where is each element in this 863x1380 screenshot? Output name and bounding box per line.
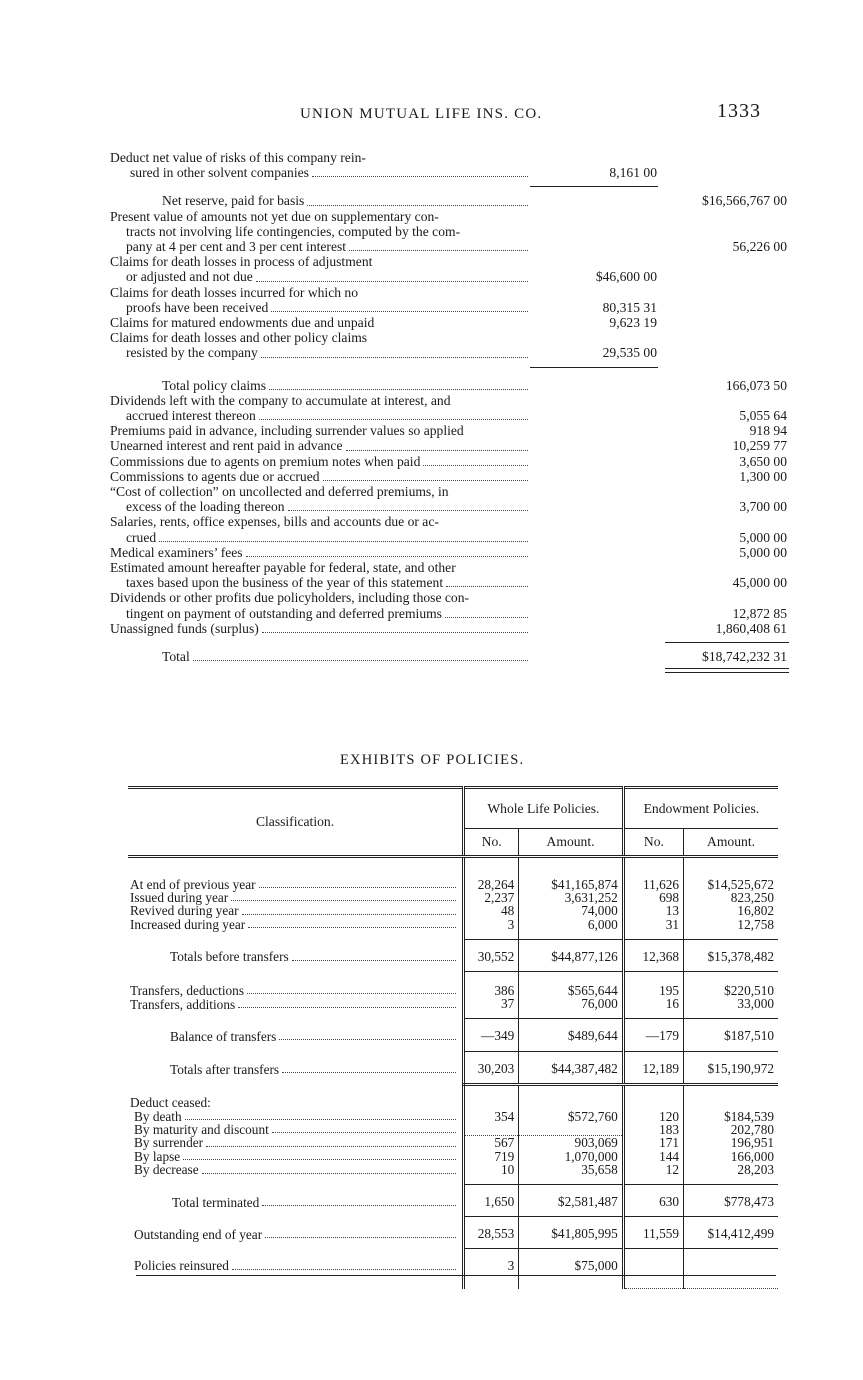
en-no: 12 — [623, 1163, 683, 1185]
wl-no — [464, 1123, 519, 1136]
wl-no: 567 — [464, 1136, 519, 1150]
amount-right: $16,566,767 00 — [702, 193, 787, 209]
en-no: 31 — [623, 918, 683, 940]
en-amount — [684, 1249, 778, 1289]
row-label: Balance of transfers — [128, 1019, 464, 1051]
line-text: Salaries, rents, office expenses, bills and accounts due or ac- — [110, 514, 439, 530]
line-text: Dividends or other profits due policyholders, including those con- — [110, 590, 470, 606]
table-row — [128, 939, 778, 971]
wl-no: 3 — [464, 918, 519, 940]
line-text: or adjusted and not due — [126, 269, 253, 285]
row-label: By death — [128, 1110, 464, 1123]
liabilities-statement — [110, 150, 790, 673]
line-text: Claims for death losses incurred for which no — [110, 284, 359, 300]
line-text: Medical examiners’ fees — [110, 544, 243, 560]
en-amount: 196,951 — [684, 1136, 778, 1150]
deduct-reinsured-row — [110, 150, 790, 180]
line-text: Dividends left with the company to accumulate at interest, and — [110, 392, 451, 408]
line-text: Claims for death losses and other policy claims — [110, 330, 368, 346]
whole-life-header: Whole Life Policies. — [464, 788, 624, 829]
en-amount: $187,510 — [684, 1019, 778, 1051]
line-text: sured in other solvent companies — [130, 165, 309, 181]
wl-amount: 903,069 — [519, 1136, 623, 1150]
en-amount: 16,802 — [684, 904, 778, 917]
net-reserve-row — [110, 193, 790, 208]
line-text: Total policy claims — [162, 377, 266, 393]
amount-mid: 80,315 31 — [602, 299, 657, 315]
table-row — [128, 997, 778, 1019]
amount-right: 5,000 00 — [739, 529, 787, 545]
amount-mid: 8,161 00 — [609, 165, 657, 181]
exhibits-table — [128, 786, 778, 1289]
commissions-accrued-row — [110, 469, 790, 484]
classification-header: Classification. — [128, 788, 464, 857]
table-row — [128, 1185, 778, 1217]
amount-right: 1,860,408 61 — [715, 620, 787, 636]
en-no: 171 — [623, 1136, 683, 1150]
line-text: tingent on payment of outstanding and deferred premiums — [126, 605, 442, 621]
amount-right: 5,000 00 — [739, 544, 787, 560]
table-row — [128, 1019, 778, 1051]
amount-mid: 29,535 00 — [602, 345, 657, 361]
en-no: 13 — [623, 904, 683, 917]
wl-no: 386 — [464, 972, 519, 998]
commissions-notes-row — [110, 454, 790, 469]
unearned-interest-row — [110, 438, 790, 453]
amount-right: 45,000 00 — [732, 575, 787, 591]
table-row — [128, 1249, 778, 1289]
en-no: 12,368 — [623, 939, 683, 971]
en-no: 144 — [623, 1150, 683, 1163]
row-label: At end of previous year — [128, 866, 464, 891]
total-policy-claims-row — [110, 378, 790, 393]
line-text: resisted by the company — [126, 345, 258, 361]
wl-amount: $565,644 — [519, 972, 623, 998]
line-text: tracts not involving life contingencies, computed by the com- — [126, 223, 461, 239]
line-text: Commissions to agents due or accrued — [110, 468, 320, 484]
wl-amount: $44,387,482 — [519, 1051, 623, 1084]
salaries-row — [110, 514, 790, 544]
cost-collection-row — [110, 484, 790, 514]
line-text: Estimated amount hereafter payable for federal, state, and other — [110, 560, 456, 576]
row-label: Totals after transfers — [128, 1051, 464, 1084]
en-amount: $14,412,499 — [684, 1217, 778, 1249]
wl-no: 28,553 — [464, 1217, 519, 1249]
wl-no: 1,650 — [464, 1185, 519, 1217]
row-label: Totals before transfers — [128, 939, 464, 971]
table-row — [128, 1136, 778, 1150]
row-label: By lapse — [128, 1150, 464, 1163]
en-no: 630 — [623, 1185, 683, 1217]
amount-mid: 9,623 19 — [609, 315, 657, 331]
exhibits-title: EXHIBITS OF POLICIES. — [340, 752, 525, 768]
en-no — [623, 1249, 683, 1289]
grand-total-row — [110, 649, 790, 664]
page-number: 1333 — [717, 100, 761, 122]
line-text: crued — [126, 529, 157, 545]
claims-no-proofs-row — [110, 285, 790, 315]
line-text: Present value of amounts not yet due on supplementary con- — [110, 208, 439, 224]
line-text: taxes based upon the business of the year of this statement — [126, 575, 444, 591]
amount-right: 12,872 85 — [732, 605, 787, 621]
amount-right: 166,073 50 — [725, 377, 787, 393]
line-text: accrued interest thereon — [126, 408, 256, 424]
en-no: 11,626 — [623, 866, 683, 891]
wl-no: —349 — [464, 1019, 519, 1051]
unassigned-row — [110, 621, 790, 636]
amount-right: 3,700 00 — [739, 499, 787, 515]
supplementary-row — [110, 209, 790, 255]
wl-amount: 74,000 — [519, 904, 623, 917]
table-row — [128, 1084, 778, 1109]
wl-amount: $489,644 — [519, 1019, 623, 1051]
row-label: Outstanding end of year — [128, 1217, 464, 1249]
en-no: 195 — [623, 972, 683, 998]
wl-no: 10 — [464, 1163, 519, 1185]
taxes-row — [110, 560, 790, 590]
wl-amount: $75,000 — [519, 1249, 623, 1289]
amount-right: $18,742,232 31 — [702, 649, 787, 665]
table-row — [128, 866, 778, 891]
dividends-left-row — [110, 393, 790, 423]
premiums-advance-row — [110, 423, 790, 438]
no-header: No. — [464, 828, 519, 856]
wl-no: 28,264 — [464, 866, 519, 891]
line-text: “Cost of collection” on uncollected and deferred premiums, in — [110, 484, 449, 500]
en-no: 12,189 — [623, 1051, 683, 1084]
row-label: Policies reinsured — [128, 1249, 464, 1289]
table-row — [128, 1163, 778, 1185]
wl-no: 3 — [464, 1249, 519, 1289]
endowment-header: Endowment Policies. — [623, 788, 778, 829]
amount-right: 10,259 77 — [732, 438, 787, 454]
amount-mid: $46,600 00 — [595, 269, 657, 285]
line-text: Unassigned funds (surplus) — [110, 620, 259, 636]
en-no: 11,559 — [623, 1217, 683, 1249]
row-label: By surrender — [128, 1136, 464, 1150]
wl-no: 719 — [464, 1150, 519, 1163]
line-text: Deduct net value of risks of this company rein- — [110, 150, 366, 165]
wl-amount: $572,760 — [519, 1110, 623, 1123]
wl-amount: 35,658 — [519, 1163, 623, 1185]
bottom-rule — [136, 1275, 776, 1276]
claims-resisted-row — [110, 330, 790, 360]
row-label: By maturity and discount — [128, 1123, 464, 1136]
wl-amount: $44,877,126 — [519, 939, 623, 971]
table-row — [128, 918, 778, 940]
amount-right: 56,226 00 — [732, 239, 787, 255]
row-label: Increased during year — [128, 918, 464, 940]
wl-no: 30,203 — [464, 1051, 519, 1084]
wl-no: 354 — [464, 1110, 519, 1123]
en-amount: 28,203 — [684, 1163, 778, 1185]
en-amount: $14,525,672 — [684, 866, 778, 891]
line-text: excess of the loading thereon — [126, 499, 285, 515]
wl-amount: $2,581,487 — [519, 1185, 623, 1217]
line-text: Premiums paid in advance, including surrender values so applied — [110, 423, 464, 439]
table-row — [128, 904, 778, 917]
table-row — [128, 1123, 778, 1136]
en-no: 120 — [623, 1110, 683, 1123]
deduct-label: Deduct ceased: — [130, 1095, 211, 1111]
running-head: UNION MUTUAL LIFE INS. CO. — [300, 106, 543, 122]
amount-right: 5,055 64 — [739, 408, 787, 424]
en-no: —179 — [623, 1019, 683, 1051]
wl-amount: $41,165,874 — [519, 866, 623, 891]
en-no: 16 — [623, 997, 683, 1019]
line-text: Net reserve, paid for basis — [162, 193, 305, 209]
row-label: Transfers, deductions — [128, 972, 464, 998]
claims-adjustment-row — [110, 254, 790, 284]
line-text: Claims for death losses in process of adjustment — [110, 254, 373, 270]
row-label: Transfers, additions — [128, 997, 464, 1019]
en-amount: 166,000 — [684, 1150, 778, 1163]
en-amount: $15,378,482 — [684, 939, 778, 971]
dividends-profits-row — [110, 590, 790, 620]
wl-amount: 3,631,252 — [519, 891, 623, 904]
exhibits-table-wrapper — [128, 786, 778, 1289]
medical-row — [110, 545, 790, 560]
wl-amount: 1,070,000 — [519, 1150, 623, 1163]
en-amount: $15,190,972 — [684, 1051, 778, 1084]
table-row — [128, 1110, 778, 1123]
wl-no: 2,237 — [464, 891, 519, 904]
en-amount: $184,539 — [684, 1110, 778, 1123]
wl-amount — [519, 1123, 623, 1136]
line-text: Claims for matured endowments due and unpaid — [110, 315, 375, 331]
en-amount: 12,758 — [684, 918, 778, 940]
en-amount: 823,250 — [684, 891, 778, 904]
wl-amount: 76,000 — [519, 997, 623, 1019]
line-text: Unearned interest and rent paid in advance — [110, 438, 343, 454]
row-label: Revived during year — [128, 904, 464, 917]
claims-endowments-row — [110, 315, 790, 330]
amount-right: 1,300 00 — [739, 468, 787, 484]
line-text: Commissions due to agents on premium notes when paid — [110, 453, 421, 469]
amount-header: Amount. — [684, 828, 778, 856]
amount-header: Amount. — [519, 828, 623, 856]
table-row — [128, 1217, 778, 1249]
en-amount: 33,000 — [684, 997, 778, 1019]
table-row — [128, 1051, 778, 1084]
en-no: 183 — [623, 1123, 683, 1136]
en-amount: 202,780 — [684, 1123, 778, 1136]
line-text: proofs have been received — [126, 299, 269, 315]
wl-no: 48 — [464, 904, 519, 917]
en-amount: $220,510 — [684, 972, 778, 998]
wl-amount: $41,805,995 — [519, 1217, 623, 1249]
row-label: By decrease — [128, 1163, 464, 1185]
line-text: pany at 4 per cent and 3 per cent interest — [126, 239, 347, 255]
wl-no: 37 — [464, 997, 519, 1019]
amount-right: 3,650 00 — [739, 453, 787, 469]
wl-no: 30,552 — [464, 939, 519, 971]
line-text: Total — [162, 649, 190, 665]
en-no: 698 — [623, 891, 683, 904]
en-amount: $778,473 — [684, 1185, 778, 1217]
row-label: Issued during year — [128, 891, 464, 904]
table-row — [128, 1150, 778, 1163]
table-row — [128, 972, 778, 998]
no-header: No. — [623, 828, 683, 856]
row-label: Total terminated — [128, 1185, 464, 1217]
amount-right: 918 94 — [749, 423, 787, 439]
wl-amount: 6,000 — [519, 918, 623, 940]
